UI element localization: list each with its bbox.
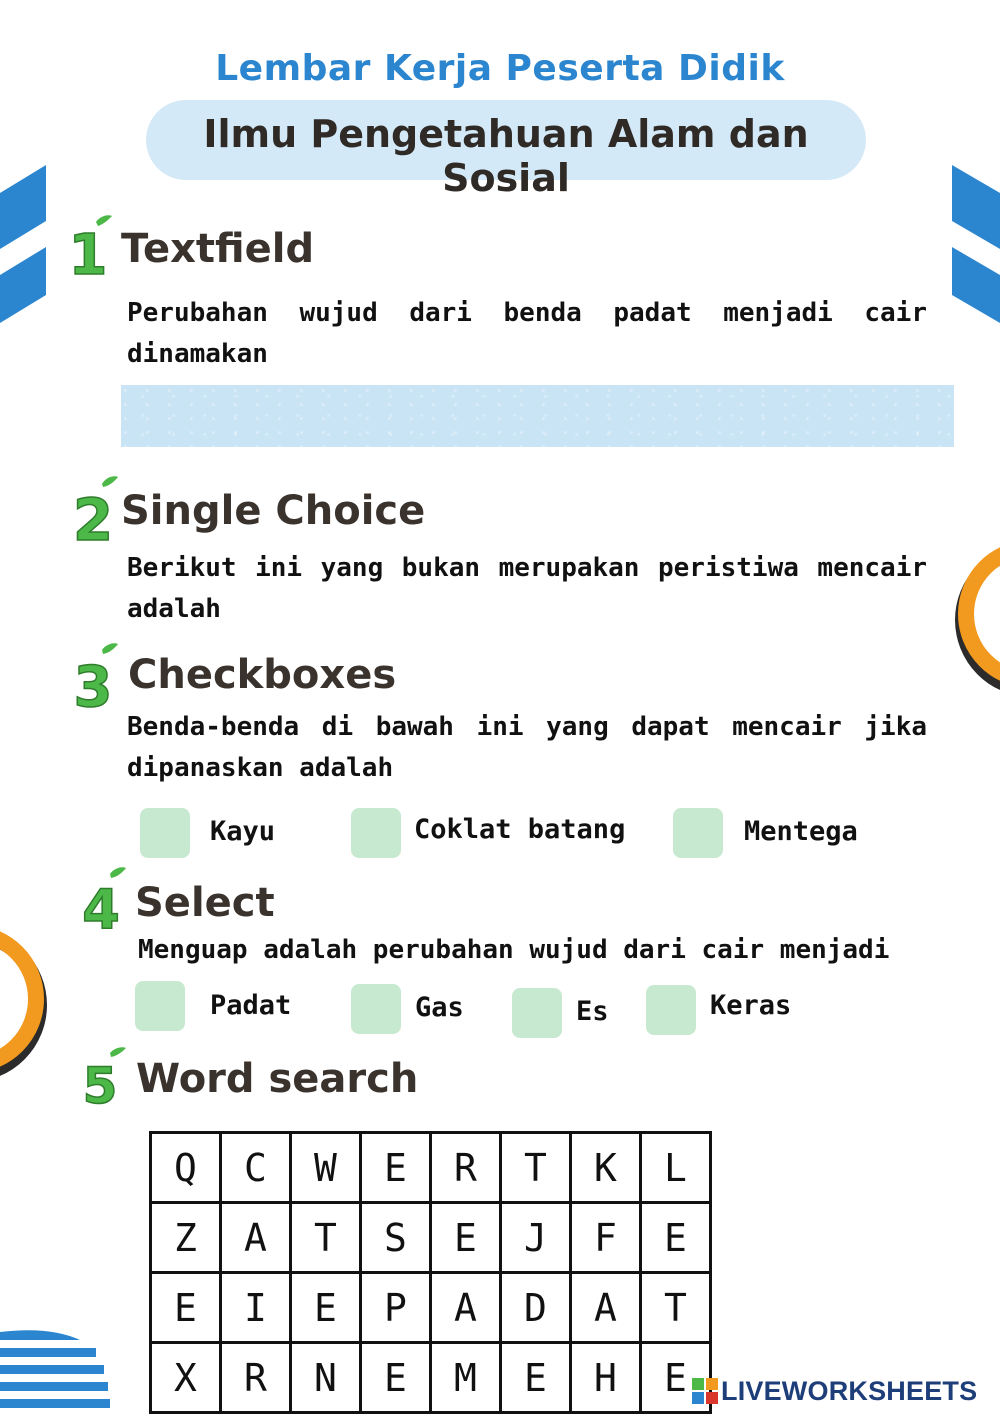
- select-label-2: Gas: [415, 992, 464, 1023]
- word-search-cell[interactable]: T: [501, 1133, 571, 1203]
- select-label-3: Es: [576, 996, 609, 1027]
- section-number-5: 5: [82, 1057, 118, 1108]
- checkbox-option-3[interactable]: [673, 808, 723, 858]
- section-title-1: Textfield: [121, 226, 315, 272]
- word-search-cell[interactable]: H: [571, 1343, 641, 1413]
- word-search-cell[interactable]: A: [571, 1273, 641, 1343]
- section-number-4: 4: [82, 878, 120, 934]
- checkbox-label-1: Kayu: [210, 816, 276, 847]
- section-number-1: 1: [68, 223, 108, 280]
- word-search-cell[interactable]: E: [501, 1343, 571, 1413]
- section-title-3: Checkboxes: [128, 652, 397, 698]
- question-1: Perubahan wujud dari benda padat menjadi cair dinamakan: [127, 298, 927, 369]
- word-search-cell[interactable]: J: [501, 1203, 571, 1273]
- word-search-cell[interactable]: W: [291, 1133, 361, 1203]
- section-number-3-icon: [66, 642, 122, 712]
- section-title-5: Word search: [136, 1056, 419, 1102]
- decorative-stripes-left: [0, 165, 50, 325]
- answer-text-field[interactable]: [121, 385, 954, 447]
- word-search-cell[interactable]: P: [361, 1273, 431, 1343]
- word-search-row: [151, 1343, 711, 1413]
- worksheet-subtitle: Ilmu Pengetahuan Alam dan Sosial: [203, 112, 809, 200]
- select-option-3[interactable]: [512, 988, 562, 1038]
- word-search-cell[interactable]: A: [431, 1273, 501, 1343]
- brand-text: LIVEWORKSHEETS: [721, 1375, 978, 1406]
- word-search-cell[interactable]: Q: [151, 1133, 221, 1203]
- liveworksheets-brand: [692, 1374, 977, 1408]
- decorative-ring-right: [950, 540, 1000, 700]
- word-search-cell[interactable]: E: [641, 1203, 711, 1273]
- word-search-cell[interactable]: E: [151, 1273, 221, 1343]
- word-search-cell[interactable]: X: [151, 1343, 221, 1413]
- question-4: Menguap adalah perubahan wujud dari cair menjadi: [138, 935, 890, 965]
- word-search-row: [151, 1203, 711, 1273]
- word-search-cell[interactable]: E: [291, 1273, 361, 1343]
- word-search-cell[interactable]: I: [221, 1273, 291, 1343]
- select-option-1[interactable]: [135, 981, 185, 1031]
- word-search-cell[interactable]: F: [571, 1203, 641, 1273]
- section-number-2: 2: [72, 486, 114, 546]
- section-title-2: Single Choice: [121, 488, 426, 534]
- decorative-ring-left: [0, 920, 50, 1090]
- checkbox-option-2[interactable]: [351, 808, 401, 858]
- section-number-3: 3: [73, 655, 113, 712]
- checkbox-label-2: Coklat batang: [414, 814, 626, 845]
- checkbox-label-3: Mentega: [744, 816, 858, 847]
- worksheet-title: Lembar Kerja Peserta Didik: [215, 48, 785, 89]
- word-search-cell[interactable]: R: [221, 1343, 291, 1413]
- select-option-2[interactable]: [351, 984, 401, 1034]
- section-number-1-icon: [66, 214, 116, 280]
- word-search-cell[interactable]: E: [361, 1133, 431, 1203]
- checkbox-option-1[interactable]: [140, 808, 190, 858]
- section-number-4-icon: [76, 866, 132, 934]
- word-search-grid[interactable]: [149, 1131, 712, 1414]
- select-label-4: Keras: [710, 990, 792, 1021]
- word-search-cell[interactable]: A: [221, 1203, 291, 1273]
- word-search-cell[interactable]: M: [431, 1343, 501, 1413]
- question-3: Benda-benda di bawah ini yang dapat mencair jika dipanaskan adalah: [127, 712, 927, 783]
- word-search-cell[interactable]: R: [431, 1133, 501, 1203]
- section-number-5-icon: [78, 1046, 130, 1108]
- word-search-cell[interactable]: T: [641, 1273, 711, 1343]
- word-search-cell[interactable]: L: [641, 1133, 711, 1203]
- word-search-cell[interactable]: K: [571, 1133, 641, 1203]
- section-number-2-icon: [66, 474, 122, 546]
- word-search-cell[interactable]: E: [431, 1203, 501, 1273]
- select-option-4[interactable]: [646, 985, 696, 1035]
- select-label-1: Padat: [210, 990, 292, 1021]
- word-search-cell[interactable]: S: [361, 1203, 431, 1273]
- word-search-cell[interactable]: E: [361, 1343, 431, 1413]
- section-title-4: Select: [135, 880, 275, 926]
- word-search-cell[interactable]: C: [221, 1133, 291, 1203]
- word-search-cell[interactable]: E: [641, 1343, 711, 1413]
- word-search-cell[interactable]: N: [291, 1343, 361, 1413]
- word-search-cell[interactable]: T: [291, 1203, 361, 1273]
- word-search-row: [151, 1273, 711, 1343]
- liveworksheets-logo-icon: [692, 1378, 718, 1404]
- word-search-row: [151, 1133, 711, 1203]
- word-search-cell[interactable]: Z: [151, 1203, 221, 1273]
- decorative-stripes-right: [952, 165, 1000, 325]
- question-2: Berikut ini yang bukan merupakan peristiwa mencair adalah: [127, 553, 927, 624]
- decorative-waves-bottom: [0, 1328, 112, 1414]
- word-search-cell[interactable]: D: [501, 1273, 571, 1343]
